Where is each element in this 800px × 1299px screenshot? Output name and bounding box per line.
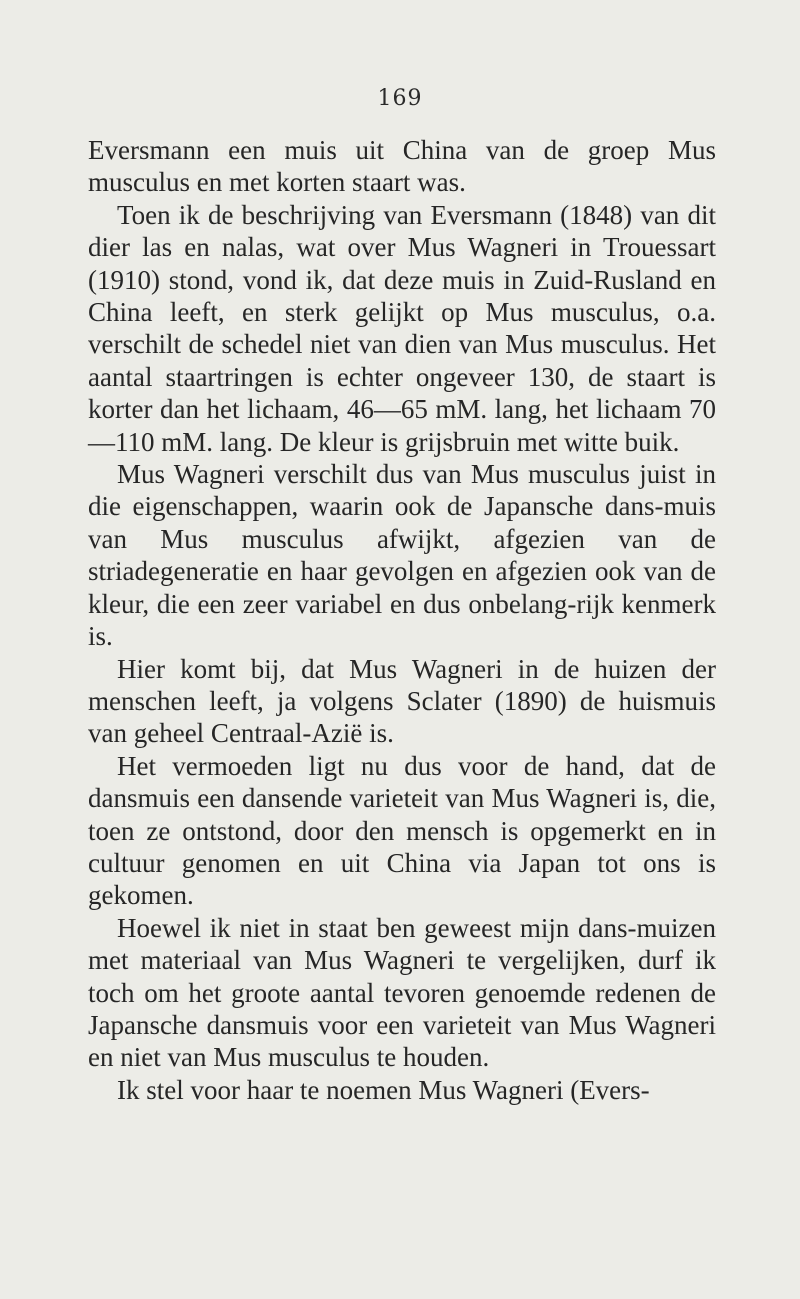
paragraph-4: Hier komt bij, dat Mus Wagneri in de huizen der menschen leeft, ja volgens Sclater (1890) de huismuis van geheel Centraal-Azië is.	[88, 653, 716, 749]
body-text	[88, 134, 716, 1106]
paragraph-1: Eversmann een muis uit China van de groep Mus musculus en met korten staart was.	[88, 135, 716, 198]
paragraph-6: Hoewel ik niet in staat ben geweest mijn dans-muizen met materiaal van Mus Wagneri te vergelijken, durf ik toch om het groote aantal tevoren genoemde redenen de Japansche dansmuis voor een varieteit van Mus Wagneri en niet van Mus musculus te houden.	[88, 912, 716, 1073]
paragraph-7: Ik stel voor haar te noemen Mus Wagneri (Evers-	[117, 1074, 650, 1105]
paragraph-2: Toen ik de beschrijving van Eversmann (1848) van dit dier las en nalas, wat over Mus Wagneri in Trouessart (1910) stond, vond ik, dat deze muis in Zuid-Rusland en China leeft, en sterk gelijkt op Mus musculus, o.a. verschilt de schedel niet van dien van Mus musculus. Het aantal staartringen is echter ongeveer 130, de staart is korter dan het lichaam, 46—65 mM. lang, het lichaam 70—110 mM. lang. De kleur is grijsbruin met witte buik.	[88, 199, 716, 457]
page-number: 169	[377, 86, 423, 111]
paragraph-5: Het vermoeden ligt nu dus voor de hand, dat de dansmuis een dansende varieteit van Mus Wagneri is, die, toen ze ontstond, door den mensch is opgemerkt en in cultuur genomen en uit China via Japan tot ons is gekomen.	[88, 750, 716, 911]
paragraph-3: Mus Wagneri verschilt dus van Mus musculus juist in die eigenschappen, waarin ook de Japansche dans-muis van Mus musculus afwijkt, afgezien van de striadegeneratie en haar gevolgen en afgezien ook van de kleur, die een zeer variabel en dus onbelang-rijk kenmerk is.	[88, 459, 716, 652]
